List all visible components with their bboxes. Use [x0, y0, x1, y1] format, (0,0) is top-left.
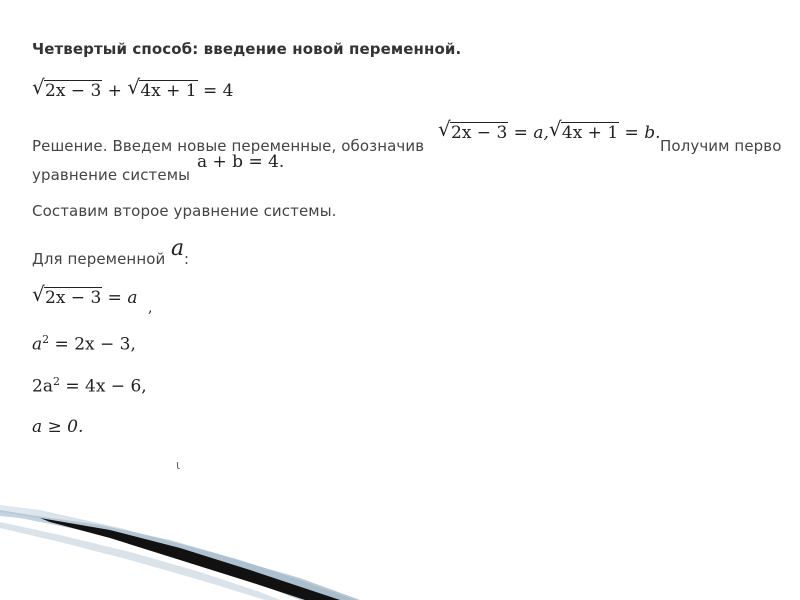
swoosh-light — [0, 505, 360, 600]
solution-line-2: уравнение системы — [32, 166, 191, 184]
substitution-formula: √ 2x − 3 = a, √ 4x + 1 = b. — [438, 117, 661, 143]
step-4: a ≥ 0. — [32, 417, 84, 437]
variable-label: Для переменной — [32, 250, 166, 268]
swoosh-mid — [0, 510, 355, 600]
step-3: $2a^2 = 4x - 6$, — [32, 375, 147, 397]
sqrt-2x-3: √ 2x − 3 — [32, 75, 102, 101]
solution-line-1: Решение. Введем новые переменные, обозначив — [32, 137, 425, 155]
slide-title: Четвертый способ: введение новой переменной. — [32, 40, 462, 58]
variable-symbol: a — [171, 236, 185, 261]
swoosh-dark — [40, 518, 340, 600]
variable-colon: : — [184, 250, 190, 268]
main-equation: √ 2x − 3 + √ 4x + 1 = 4 — [32, 75, 234, 101]
step-1-comma: , — [148, 300, 153, 316]
step-1: √ 2x − 3 = a — [32, 282, 138, 308]
second-equation-text: Составим второе уравнение системы. — [32, 202, 337, 220]
system-equation-1: a + b = 4. — [197, 152, 285, 172]
solution-line-1-tail: Получим перво — [660, 137, 782, 155]
stray-mark: ɩ — [176, 458, 181, 472]
sqrt-4x-1: √ 4x + 1 — [127, 75, 197, 101]
step-2: $a^2 = 2x - 3$, — [32, 333, 136, 355]
swoosh-lower — [0, 522, 280, 600]
